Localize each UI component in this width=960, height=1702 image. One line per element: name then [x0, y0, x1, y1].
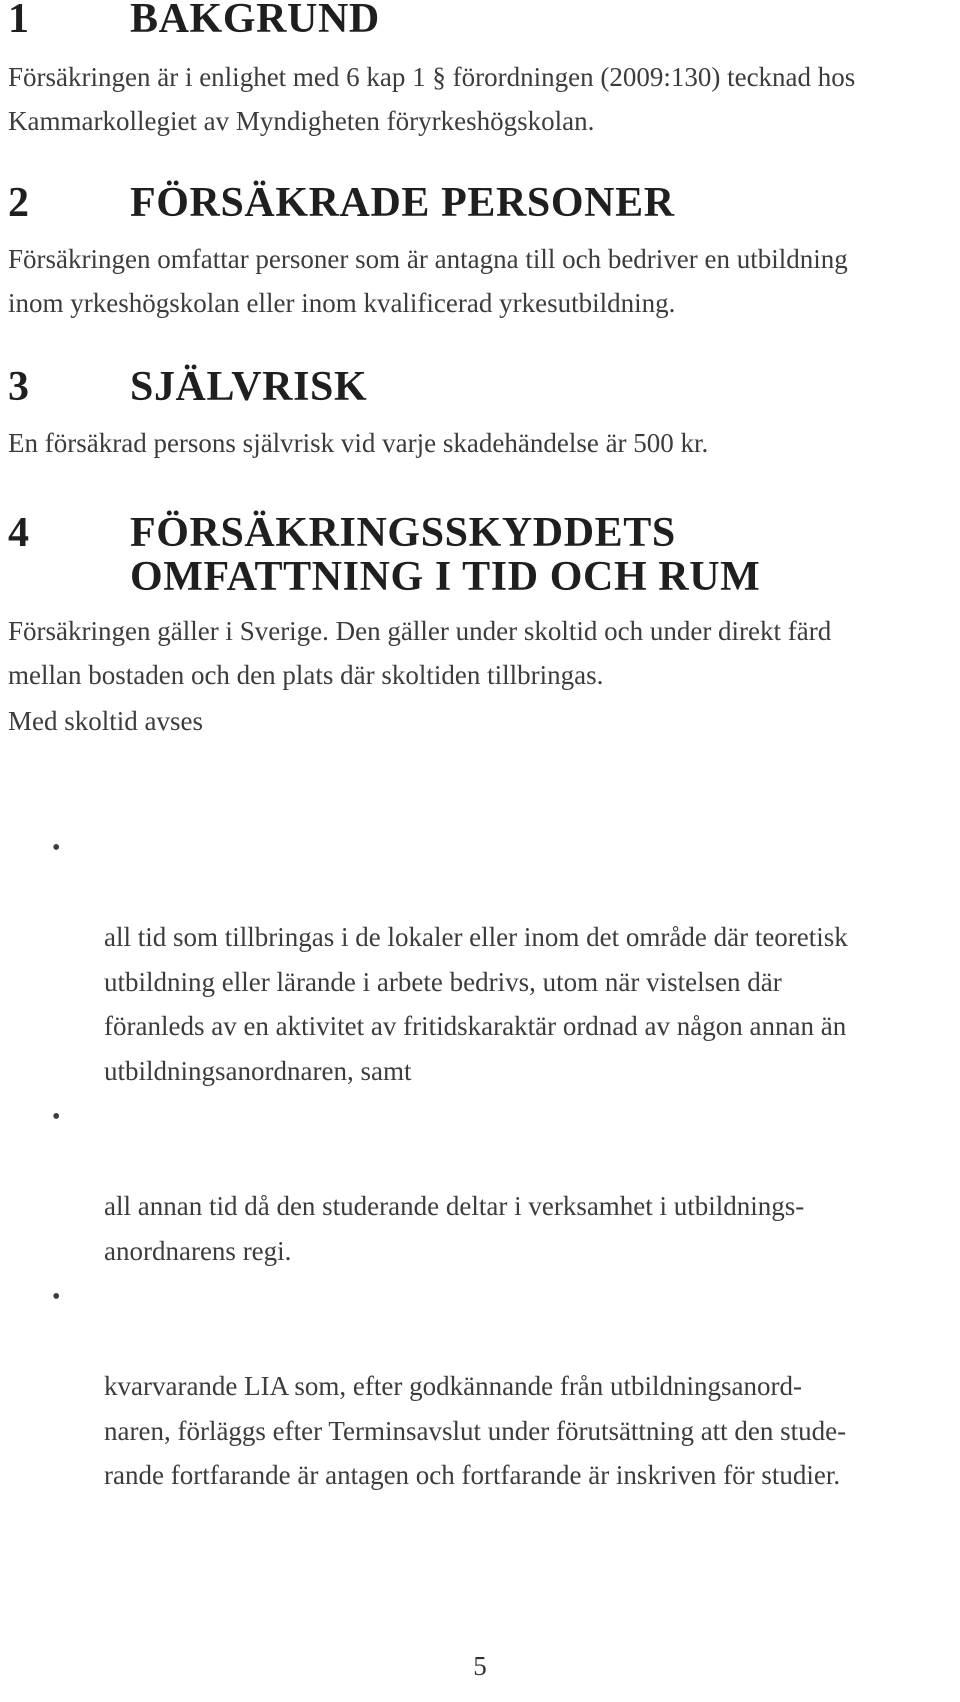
section-title: BAKGRUND — [130, 0, 380, 42]
section-heading — [8, 511, 948, 599]
list-item-text: all annan tid då den studerande deltar i verksamhet i utbildnings- anordnarens regi. — [104, 1191, 805, 1266]
section-number: 1 — [8, 0, 30, 42]
section-paragraph: Försäkringen gäller i Sverige. Den gäller under skoltid och under direkt färd mellan bostaden och den plats där skoltiden tillbringas. — [8, 616, 832, 690]
bullet-icon: • — [52, 835, 61, 861]
section-paragraph: Försäkringen omfattar personer som är antagna till och bedriver en utbildning inom yrkeshögskolan eller inom kvalificerad yrkesutbildning. — [8, 244, 848, 318]
section-paragraph: Försäkringen är i enlighet med 6 kap 1 § förordningen (2009:130) tecknad hos Kammarkollegiet av Myndigheten föryrkeshögskolan. — [8, 62, 856, 136]
section-bakgrund — [8, 0, 948, 143]
list-item — [0, 1095, 960, 1273]
section-title: FÖRSÄKRINGSSKYDDETS OMFATTNING I TID OCH RUM — [130, 510, 761, 600]
bullet-icon: • — [52, 1104, 61, 1130]
section-forsakrade-personer — [8, 181, 948, 325]
bullet-icon: • — [52, 1284, 61, 1310]
section-paragraph: En försäkrad persons självrisk vid varje skadehändelse är 500 kr. — [8, 428, 709, 458]
section-number: 2 — [8, 180, 30, 226]
section-title: FÖRSÄKRADE PERSONER — [130, 180, 675, 226]
list-item — [0, 1275, 960, 1498]
section-sjalvrisk — [8, 365, 948, 465]
section-forsakringsskyddets-omfattning — [8, 511, 948, 743]
section-paragraph: Med skoltid avses — [8, 706, 203, 736]
list-item — [0, 826, 960, 1093]
section-title: SJÄLVRISK — [130, 364, 368, 410]
section-heading — [8, 365, 948, 409]
section-number: 3 — [8, 364, 30, 410]
list-item-text: kvarvarande LIA som, efter godkännande från utbildningsanord- naren, förläggs efter Terminsavslut under förutsättning att den stude- rande fortfarande är antagen och fortfarande är inskriven för studier. — [104, 1371, 847, 1490]
section-heading — [8, 181, 948, 225]
skoltid-bullet-list — [0, 826, 960, 1498]
list-item-text: all tid som tillbringas i de lokaler eller inom det område där teoretisk utbildning eller lärande i arbete bedrivs, utom när vistelsen där föranleds av en aktivitet av fritidskaraktär ordnad av någon annan än utbildningsanordnaren, samt — [104, 922, 848, 1086]
section-heading — [8, 0, 948, 41]
section-number: 4 — [8, 510, 30, 556]
page-number: 5 — [473, 1651, 487, 1681]
